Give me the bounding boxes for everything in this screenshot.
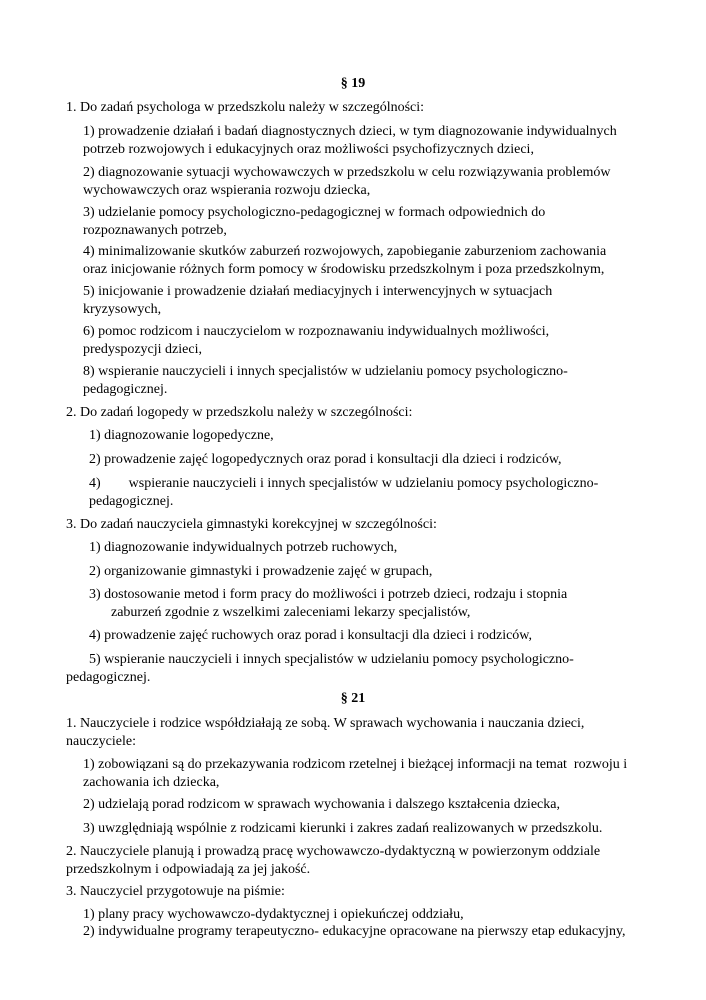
list-item-line: 2) prowadzenie zajęć logopedycznych oraz porad i konsultacji dla dzieci i rodziców, bbox=[89, 452, 562, 467]
list-item-line: oraz inicjowanie różnych form pomocy w środowisku przedszkolnym i poza przedszkolnym, bbox=[83, 262, 605, 277]
list-item-line: wychowawczych oraz wspierania rozwoju dziecka, bbox=[83, 183, 371, 198]
list-item-line: 6) pomoc rodzicom i nauczycielom w rozpoznawaniu indywidualnych możliwości, bbox=[83, 324, 550, 339]
list-item-line: pedagogicznej. bbox=[66, 670, 151, 685]
list-item-line: kryzysowych, bbox=[83, 302, 162, 317]
list-item-line: 2) organizowanie gimnastyki i prowadzenie zajęć w grupach, bbox=[89, 564, 433, 579]
paragraph-line: 2. Do zadań logopedy w przedszkolu należy w szczególności: bbox=[66, 405, 413, 420]
list-item-line: 3) udzielanie pomocy psychologiczno-pedagogicznej w formach odpowiednich do bbox=[83, 205, 546, 220]
section-heading: § 19 bbox=[340, 76, 366, 91]
list-item-line: 5) inicjowanie i prowadzenie działań mediacyjnych i interwencyjnych w sytuacjach bbox=[83, 284, 553, 299]
list-item-line: predyspozycji dzieci, bbox=[83, 342, 202, 357]
paragraph-line: 2. Nauczyciele planują i prowadzą pracę wychowawczo-dydaktyczną w powierzonym oddziale bbox=[66, 844, 601, 859]
list-item-line: 4) minimalizowanie skutków zaburzeń rozwojowych, zapobieganie zaburzeniom zachowania bbox=[83, 244, 607, 259]
list-item-line: 2) diagnozowanie sytuacji wychowawczych w przedszkolu w celu rozwiązywania problemów bbox=[83, 165, 611, 180]
list-item-line: zaburzeń zgodnie z wszelkimi zaleceniami lekarzy specjalistów, bbox=[111, 605, 471, 620]
list-item-line: 1) prowadzenie działań i badań diagnostycznych dzieci, w tym diagnozowanie indywidualnych bbox=[83, 124, 617, 139]
paragraph-line: 1. Nauczyciele i rodzice współdziałają ze sobą. W sprawach wychowania i nauczania dzieci, bbox=[66, 716, 585, 731]
list-item-line: 4) prowadzenie zajęć ruchowych oraz porad i konsultacji dla dzieci i rodziców, bbox=[89, 628, 533, 643]
list-item-line: rozpoznawanych potrzeb, bbox=[83, 223, 227, 238]
paragraph-line: nauczyciele: bbox=[66, 734, 136, 749]
list-item-line: pedagogicznej. bbox=[89, 494, 174, 509]
list-item-line: 4) wspieranie nauczycieli i innych specjalistów w udzielaniu pomocy psychologiczno- bbox=[89, 476, 599, 491]
list-item-line: 3) uwzględniają wspólnie z rodzicami kierunki i zakres zadań realizowanych w przedszkolu. bbox=[83, 821, 603, 836]
paragraph-line: 3. Do zadań nauczyciela gimnastyki korekcyjnej w szczególności: bbox=[66, 517, 437, 532]
list-item-line: pedagogicznej. bbox=[83, 382, 168, 397]
list-item-line: 5) wspieranie nauczycieli i innych specjalistów w udzielaniu pomocy psychologiczno- bbox=[89, 652, 574, 667]
paragraph-line: 1. Do zadań psychologa w przedszkolu należy w szczególności: bbox=[66, 100, 425, 115]
list-item-line: 8) wspieranie nauczycieli i innych specjalistów w udzielaniu pomocy psychologiczno- bbox=[83, 364, 568, 379]
list-item-line: 1) diagnozowanie indywidualnych potrzeb ruchowych, bbox=[89, 540, 398, 555]
list-item-line: potrzeb rozwojowych i edukacyjnych oraz możliwości psychofizycznych dzieci, bbox=[83, 142, 534, 157]
list-item-line: 1) zobowiązani są do przekazywania rodzicom rzetelnej i bieżącej informacji na temat rozwoju i bbox=[83, 757, 628, 772]
list-item-line: zachowania ich dziecka, bbox=[83, 775, 220, 790]
list-item-line: 2) udzielają porad rodzicom w sprawach wychowania i dalszego kształcenia dziecka, bbox=[83, 797, 560, 812]
list-item-line: 3) dostosowanie metod i form pracy do możliwości i potrzeb dzieci, rodzaju i stopnia bbox=[89, 587, 568, 602]
list-item-line: 1) plany pracy wychowawczo-dydaktycznej i opiekuńczej oddziału, bbox=[83, 907, 464, 922]
paragraph-line: 3. Nauczyciel przygotowuje na piśmie: bbox=[66, 884, 285, 899]
paragraph-line: przedszkolnym i odpowiadają za jej jakość. bbox=[66, 862, 311, 877]
list-item-line: 2) indywidualne programy terapeutyczno- edukacyjne opracowane na pierwszy etap edukacyjny, bbox=[83, 924, 626, 939]
list-item-line: 1) diagnozowanie logopedyczne, bbox=[89, 428, 274, 443]
section-heading: § 21 bbox=[340, 691, 366, 706]
